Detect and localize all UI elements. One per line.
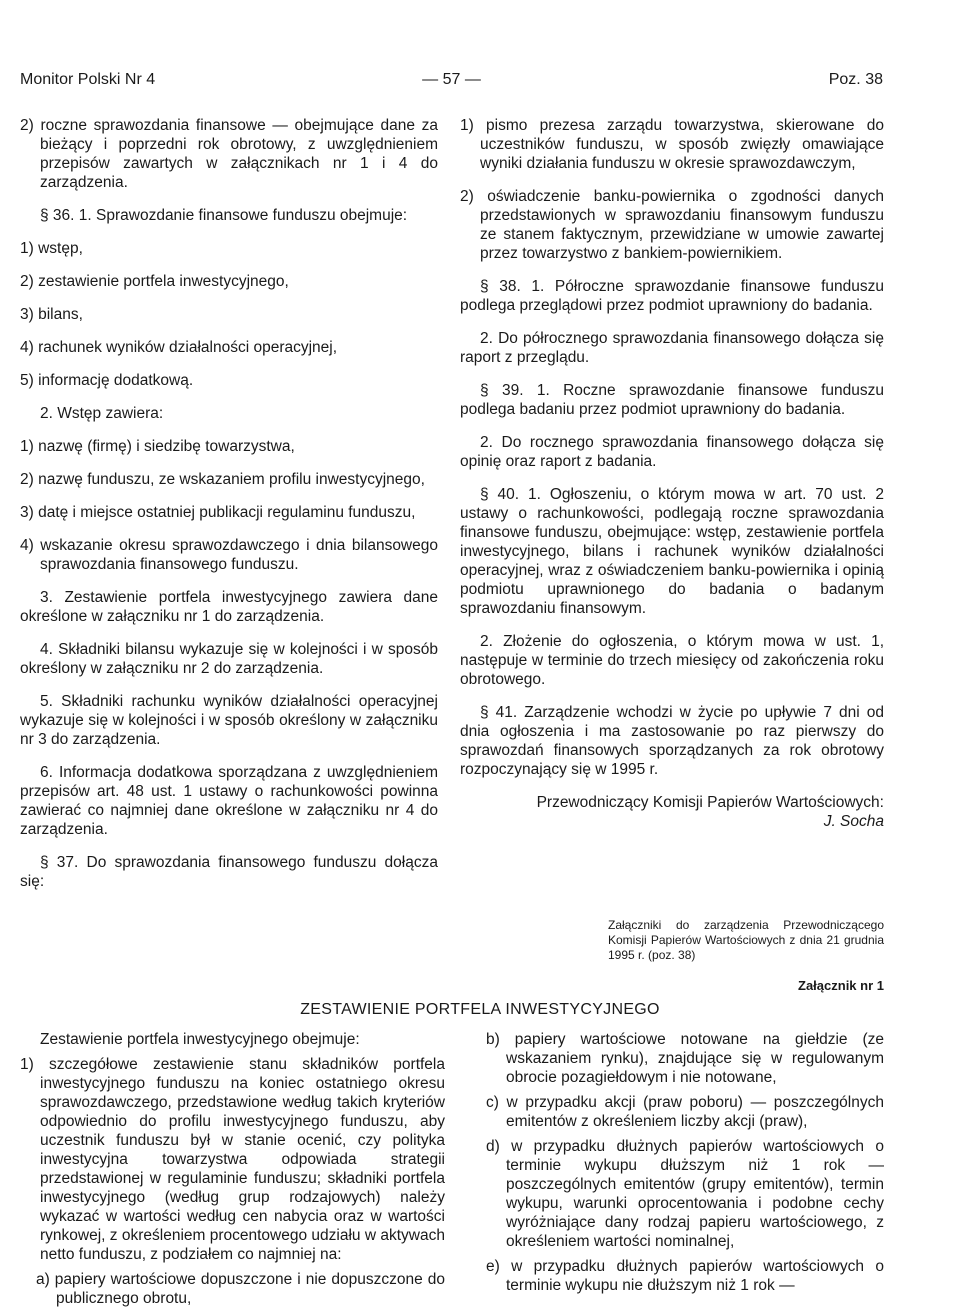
list-item: 1) wstęp, (20, 240, 83, 257)
list-item: 5) informację dodatkową. (20, 372, 194, 389)
publication-title: Monitor Polski Nr 4 (20, 71, 156, 88)
section-heading: § 40. 1. Ogłoszeniu, o którym mowa w art. 70 ust. 2 ustawy o rachunkowości, podlegają roczne sprawozdania finansowe funduszu, obejmujące: wstęp, zestawienie portfela inwestycyjnego, bilans i rachunek wyników działalności operacyjnej, wraz z oświadczeniem banku-powiernika i opinią podmiotu uprawnionego do badania o badanym sprawozdaniu finansowym. (460, 486, 884, 617)
attachment-title: ZESTAWIENIE PORTFELA INWESTYCYJNEGO (300, 1001, 660, 1018)
section-heading: § 38. 1. Półroczne sprawozdanie finansowe funduszu podlega przeglądowi przez podmiot uprawniony do badania. (460, 278, 884, 314)
list-item: 2) zestawienie portfela inwestycyjnego, (20, 273, 289, 290)
paragraph: 2. Do półrocznego sprawozdania finansowego dołącza się raport z przeglądu. (460, 330, 884, 366)
section-heading: § 39. 1. Roczne sprawozdanie finansowe funduszu podlega badaniu przez podmiot uprawniony do badania. (460, 382, 884, 418)
page-number: — 57 — (422, 71, 481, 88)
paragraph: 6. Informacja dodatkowa sporządzana z uwzględnieniem przepisów art. 48 ust. 1 ustawy o rachunkowości powinna zawierać co najmniej dane określone w załączniku nr 4 do zarządzenia. (20, 764, 438, 838)
attachment-note: Załączniki do zarządzenia Przewodniczącego Komisji Papierów Wartościowych z dnia 21 grudnia 1995 r. (poz. 38) (608, 918, 884, 962)
paragraph: 2. Wstęp zawiera: (40, 405, 164, 422)
list-item: 3) bilans, (20, 306, 83, 323)
right-column (460, 116, 884, 831)
list-item: b) papiery wartościowe notowane na giełdzie (ze wskazaniem rynku), znajdujące się w regulowanym obrocie pozagiełdowym i nie notowane, (486, 1031, 884, 1086)
list-item: a) papiery wartościowe dopuszczone i nie dopuszczone do publicznego obrotu, (36, 1271, 445, 1307)
section-heading: § 41. Zarządzenie wchodzi w życie po upływie 7 dni od dnia ogłoszenia i ma zastosowanie po raz pierwszy do sprawozdań finansowych sporządzanych za rok obrotowy rozpoczynający się w 1995 r. (460, 704, 884, 778)
paragraph: 2. Do rocznego sprawozdania finansowego dołącza się opinię oraz raport z badania. (460, 434, 884, 470)
list-item: 4) rachunek wyników działalności operacyjnej, (20, 339, 338, 356)
list-item: e) w przypadku dłużnych papierów wartościowych o terminie wykupu nie dłuższym niż 1 rok — (486, 1258, 884, 1294)
list-item: 1) pismo prezesa zarządu towarzystwa, skierowane do uczestników funduszu, w sposób zwięzły omawiające wyniki działania funduszu w okresie sprawozdawczym, (460, 117, 884, 172)
paragraph: 2. Złożenie do ogłoszenia, o którym mowa w ust. 1, następuje w terminie do trzech miesięcy od zakończenia roku obrotowego. (460, 633, 884, 688)
paragraph: 3. Zestawienie portfela inwestycyjnego zawiera dane określone w załączniku nr 1 do zarządzenia. (20, 589, 438, 625)
left-column (20, 116, 438, 905)
list-item: 1) nazwę (firmę) i siedzibę towarzystwa, (20, 438, 295, 455)
attachment-right-column (486, 1030, 884, 1301)
list-item: 2) oświadczenie banku-powiernika o zgodności danych przedstawionych w sprawozdaniu finansowym funduszu ze stanem faktycznym, przewidziane w umowie zawartej przez towarzystwo z bankiem-powiernikiem. (460, 188, 884, 262)
section-heading: § 36. 1. Sprawozdanie finansowe funduszu obejmuje: (40, 207, 408, 224)
signature-name: J. Socha (823, 813, 884, 830)
list-item: 1) szczegółowe zestawienie stanu składników portfela inwestycyjnego funduszu na koniec ostatniego okresu sprawozdawczego, przedstawione według takich kryteriów odpowiednio do profilu inwestycyjnego funduszu, aby uczestnik funduszu był w stanie ocenić, czy polityka inwestycyjna towarzystwa odpowiada strategii przedstawionej w regulaminie funduszu; składniki portfela inwestycyjnego (według grup rodzajowych) należy wykazać w wartości według cen nabycia oraz w wartości rynkowej, z określeniem procentowego udziału w aktywach netto funduszu, z podziałem co najmniej na: (20, 1056, 445, 1263)
list-item: c) w przypadku akcji (praw poboru) — poszczególnych emitentów z określeniem liczby akcji (praw), (486, 1094, 884, 1130)
page-header (20, 70, 883, 92)
paragraph: Zestawienie portfela inwestycyjnego obejmuje: (40, 1031, 360, 1048)
list-item: 3) datę i miejsce ostatniej publikacji regulaminu funduszu, (20, 504, 416, 521)
paragraph: 2) roczne sprawozdania finansowe — obejmujące dane za bieżący i poprzedni rok obrotowy, z uwzględnieniem przepisów zawartych w załącznikach nr 1 i 4 do zarządzenia. (20, 117, 438, 191)
list-item: 2) nazwę funduszu, ze wskazaniem profilu inwestycyjnego, (20, 471, 425, 488)
attachment-left-column (20, 1030, 445, 1314)
paragraph: 5. Składniki rachunku wyników działalności operacyjnej wykazuje się w kolejności i w sposób określony w załączniku nr 3 do zarządzenia. (20, 693, 438, 748)
list-item: 4) wskazanie okresu sprawozdawczego i dnia bilansowego sprawozdania finansowego funduszu. (20, 537, 438, 573)
attachment-label: Załącznik nr 1 (798, 978, 884, 993)
paragraph: 4. Składniki bilansu wykazuje się w kolejności i w sposób określony w załączniku nr 2 do zarządzenia. (20, 641, 438, 677)
section-heading: § 37. Do sprawozdania finansowego funduszu dołącza się: (20, 854, 438, 890)
position-number: Poz. 38 (828, 71, 883, 88)
signature-role: Przewodniczący Komisji Papierów Wartościowych: (536, 794, 884, 811)
list-item: d) w przypadku dłużnych papierów wartościowych o terminie wykupu dłuższym niż 1 rok — poszczególnych emitentów (grupy emitentów), termin wykupu, warunki oprocentowania i podobne cechy wyróżniające dany rodzaj papieru wartościowego, z określeniem wartości nominalnej, (486, 1138, 884, 1250)
